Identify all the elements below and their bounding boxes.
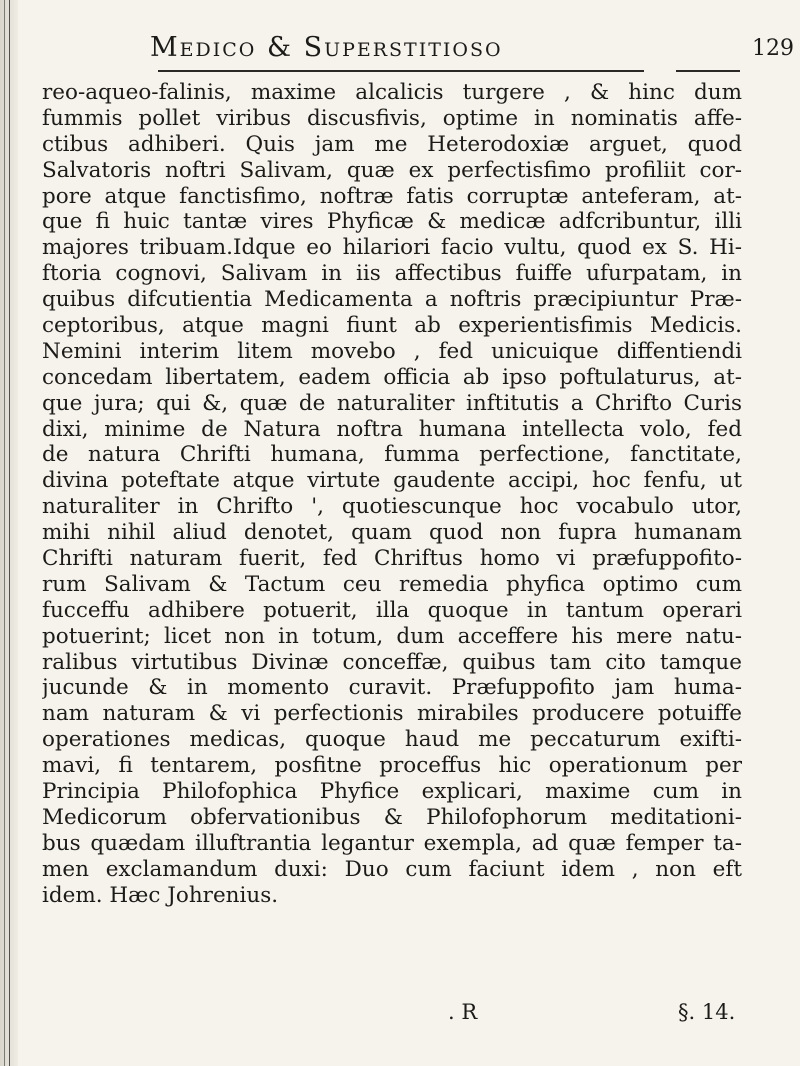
text-line: Salvatoris noftri Salivam, quæ ex perfectisfimo profiliit cor- bbox=[42, 157, 742, 183]
header-rule bbox=[676, 70, 740, 72]
gutter-line bbox=[4, 0, 5, 1066]
page-header bbox=[0, 30, 800, 70]
text-line: Nemini interim litem movebo , fed unicuique diffentiendi bbox=[42, 338, 742, 364]
page-gutter bbox=[0, 0, 18, 1066]
text-line: concedam libertatem, eadem officia ab ipso poftulaturus, at- bbox=[42, 364, 742, 390]
text-line: fucceffu adhibere potuerit, illa quoque in tantum operari bbox=[42, 597, 742, 623]
header-rule bbox=[158, 70, 644, 72]
text-line: nam naturam & vi perfectionis mirabiles producere potuiffe bbox=[42, 701, 742, 727]
text-line: ftoria cognovi, Salivam in iis affectibus fuiffe ufurpatam, in bbox=[42, 261, 742, 287]
text-line: Principia Philofophica Phyfice explicari, maxime cum in bbox=[42, 779, 742, 805]
text-line: mihi nihil aliud denotet, quam quod non fupra humanam bbox=[42, 520, 742, 546]
text-line: Medicorum obfervationibus & Philofophorum meditationi- bbox=[42, 804, 742, 830]
text-line: idem. Hæc Johrenius. bbox=[42, 882, 279, 908]
text-line: ralibus virtutibus Divinæ conceffæ, quibus tam cito tamque bbox=[42, 649, 742, 675]
text-line: pore atque fanctisfimo, noftræ fatis corruptæ anteferam, at- bbox=[42, 183, 742, 209]
gutter-line bbox=[9, 0, 10, 1066]
running-title: Medico & Superstitioso bbox=[150, 32, 503, 63]
catchword: §. 14. bbox=[678, 1000, 736, 1024]
text-line: divina poteftate atque virtute gaudente accipi, hoc fenfu, ut bbox=[42, 468, 742, 494]
text-line: bus quædam illuftrantia legantur exempla, ad quæ femper ta- bbox=[42, 830, 742, 856]
body-text bbox=[42, 80, 742, 909]
text-line: dixi, minime de Natura noftra humana intellecta volo, fed bbox=[42, 416, 742, 442]
text-line: rum Salivam & Tactum ceu remedia phyfica optimo cum bbox=[42, 571, 742, 597]
signature-mark: . R bbox=[448, 1000, 478, 1024]
page-footer bbox=[0, 1000, 800, 1030]
text-line: jucunde & in momento curavit. Præfuppofito jam huma- bbox=[42, 675, 742, 701]
text-line: fummis pollet viribus discusfivis, optime in nominatis affe- bbox=[42, 105, 742, 131]
text-line: que fi huic tantæ vires Phyficæ & medicæ adfcribuntur, illi bbox=[42, 209, 742, 235]
text-line: quibus difcutientia Medicamenta a noftris præcipiuntur Præ- bbox=[42, 287, 742, 313]
text-line: potuerint; licet non in totum, dum acceffere his mere natu- bbox=[42, 623, 742, 649]
text-line: ctibus adhiberi. Quis jam me Heterodoxiæ arguet, quod bbox=[42, 131, 742, 157]
text-line: naturaliter in Chrifto ', quotiescunque hoc vocabulo utor, bbox=[42, 494, 742, 520]
text-line: que jura; qui &, quæ de naturaliter inftitutis a Chrifto Curis bbox=[42, 390, 742, 416]
text-line: ceptoribus, atque magni fiunt ab experientisfimis Medicis. bbox=[42, 313, 742, 339]
text-line: majores tribuam.Idque eo hilariori facio vultu, quod ex S. Hi- bbox=[42, 235, 742, 261]
text-line: de natura Chrifti humana, fumma perfectione, fanctitate, bbox=[42, 442, 742, 468]
page-number: 129 bbox=[752, 36, 794, 61]
text-line: operationes medicas, quoque haud me peccaturum exifti- bbox=[42, 727, 742, 753]
text-line: reo-aqueo-falinis, maxime alcalicis turgere , & hinc dum bbox=[42, 80, 742, 105]
text-line: men exclamandum duxi: Duo cum faciunt idem , non eft bbox=[42, 856, 742, 882]
text-line: mavi, fi tentarem, posfitne proceffus hic operationum per bbox=[42, 753, 742, 779]
text-line: Chrifti naturam fuerit, fed Chriftus homo vi præfuppofito- bbox=[42, 546, 742, 572]
